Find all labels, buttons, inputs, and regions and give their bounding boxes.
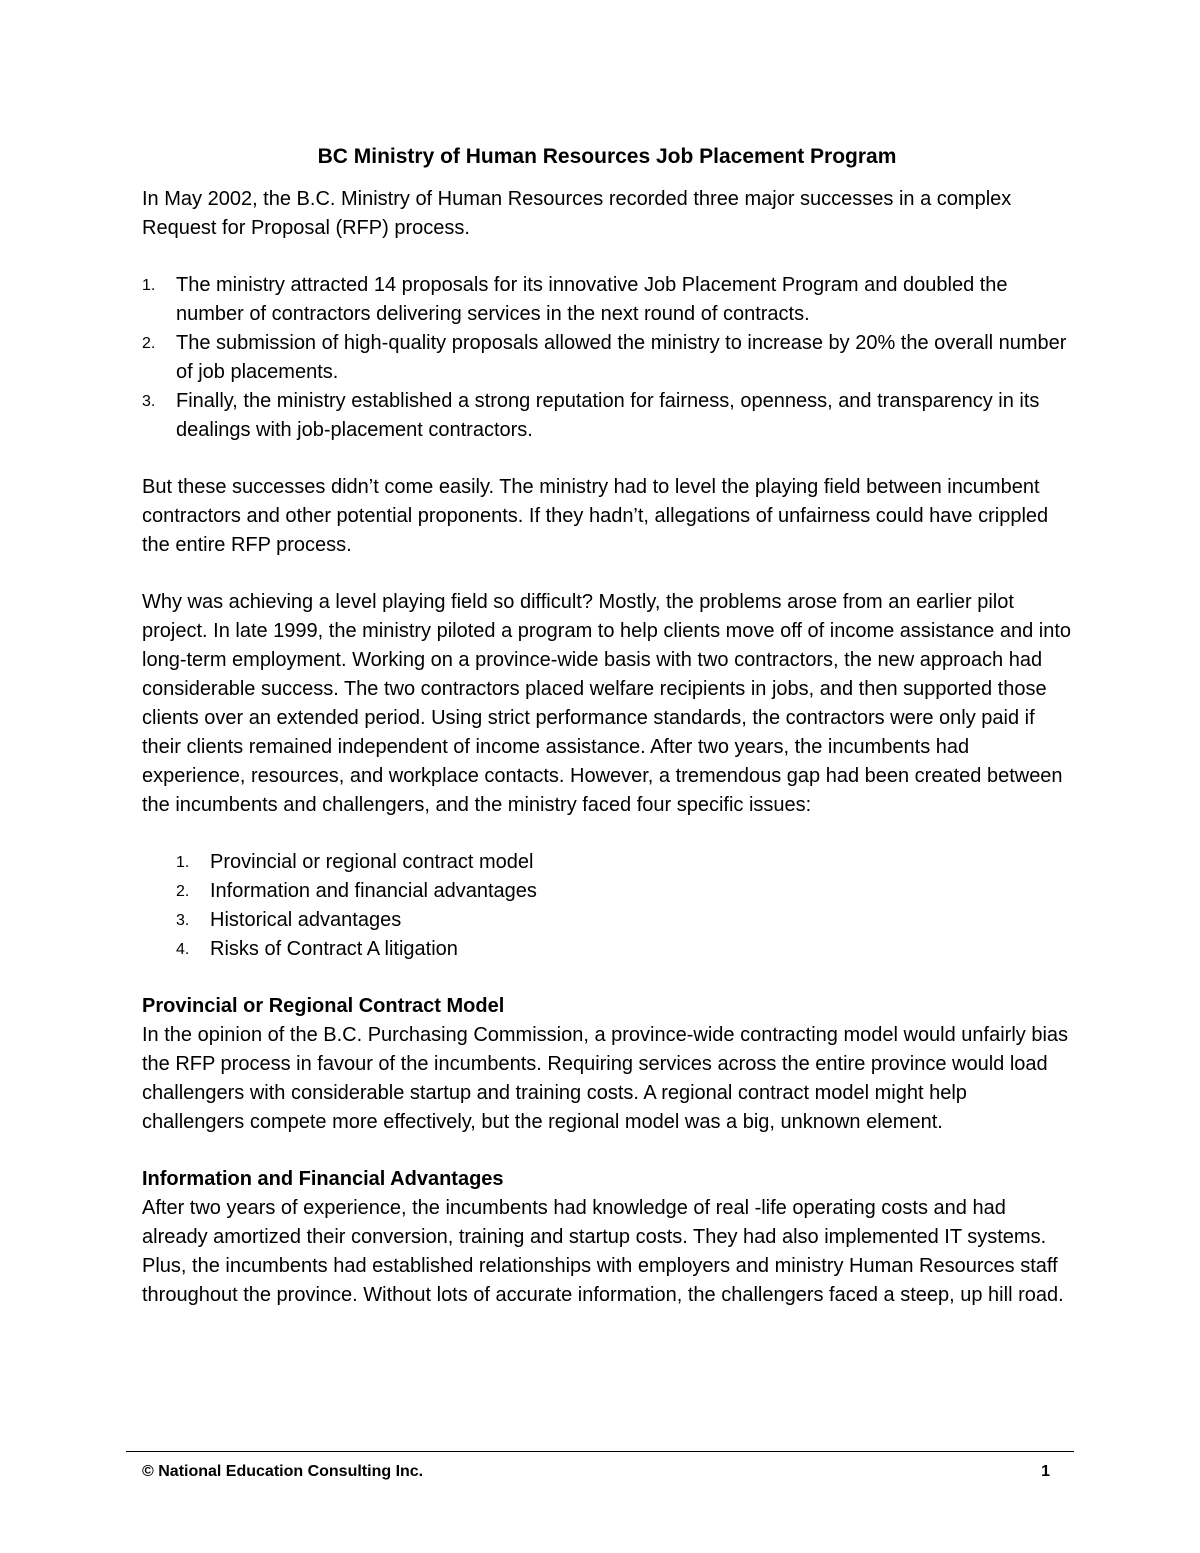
list-number: 4.	[176, 941, 190, 958]
body-paragraph: But these successes didn’t come easily. The ministry had to level the playing field between incumbent contractors and other potential proponents. If they hadn’t, allegations of unfairness could have crippled the entire RFP process.	[142, 476, 1049, 556]
list-item	[142, 906, 1072, 935]
list-number: 1.	[176, 854, 190, 871]
list-item	[142, 387, 1072, 445]
list-item-text: Finally, the ministry established a strong reputation for fairness, openness, and transparency in its dealings with job-placement contractors.	[176, 390, 1040, 441]
list-item-text: Risks of Contract A litigation	[210, 938, 458, 960]
list-item-text: Historical advantages	[210, 909, 402, 931]
list-item	[142, 848, 1072, 877]
footer-copyright: © National Education Consulting Inc.	[142, 1463, 424, 1480]
list-item-text: Information and financial advantages	[210, 880, 537, 902]
list-item-text: Provincial or regional contract model	[210, 851, 534, 873]
body-paragraph: Why was achieving a level playing field so difficult? Mostly, the problems arose from an earlier pilot project. In late 1999, the ministry piloted a program to help clients move off of income assistance and into long-term employment. Working on a province-wide basis with two contractors, the new approach had considerable success. The two contractors placed welfare recipients in jobs, and then supported those clients over an extended period. Using strict performance standards, the contractors were only paid if their clients remained independent of income assistance. After two years, the incumbents had experience, resources, and workplace contacts. However, a tremendous gap had been created between the incumbents and challengers, and the ministry faced four specific issues:	[142, 591, 1072, 816]
section-body: After two years of experience, the incumbents had knowledge of real -life operating costs and had already amortized their conversion, training and startup costs. They had also implemented IT systems. Plus, the incumbents had established relationships with employers and ministry Human Resources staff throughout the province. Without lots of accurate information, the challengers faced a steep, up hill road.	[142, 1197, 1064, 1306]
list-item	[142, 329, 1072, 387]
list-number: 3.	[176, 912, 190, 929]
issues-list	[142, 848, 1072, 964]
list-item	[142, 271, 1072, 329]
list-number: 1.	[142, 277, 156, 294]
document-title: BC Ministry of Human Resources Job Placement Program	[317, 145, 897, 168]
list-item	[142, 935, 1072, 964]
section-contract-model	[142, 992, 1072, 1137]
document-body	[142, 142, 1072, 1338]
list-item	[142, 877, 1072, 906]
list-item-text: The submission of high-quality proposals allowed the ministry to increase by 20% the overall number of job placements.	[176, 332, 1067, 383]
list-number: 3.	[142, 393, 156, 410]
page-number: 1	[1041, 1463, 1050, 1480]
section-heading: Information and Financial Advantages	[142, 1168, 504, 1190]
section-financial-advantages	[142, 1165, 1072, 1310]
list-item-text: The ministry attracted 14 proposals for its innovative Job Placement Program and doubled the number of contractors delivering services in the next round of contracts.	[176, 274, 1008, 325]
list-number: 2.	[142, 335, 156, 352]
footer-divider	[126, 1451, 1074, 1452]
section-heading: Provincial or Regional Contract Model	[142, 995, 505, 1017]
section-body: In the opinion of the B.C. Purchasing Commission, a province-wide contracting model would unfairly bias the RFP process in favour of the incumbents. Requiring services across the entire province would load challengers with considerable startup and training costs. A regional contract model might help challengers compete more effectively, but the regional model was a big, unknown element.	[142, 1024, 1069, 1133]
list-number: 2.	[176, 883, 190, 900]
successes-list	[142, 271, 1072, 445]
intro-paragraph: In May 2002, the B.C. Ministry of Human Resources recorded three major successes in a complex Request for Proposal (RFP) process.	[142, 188, 1012, 239]
